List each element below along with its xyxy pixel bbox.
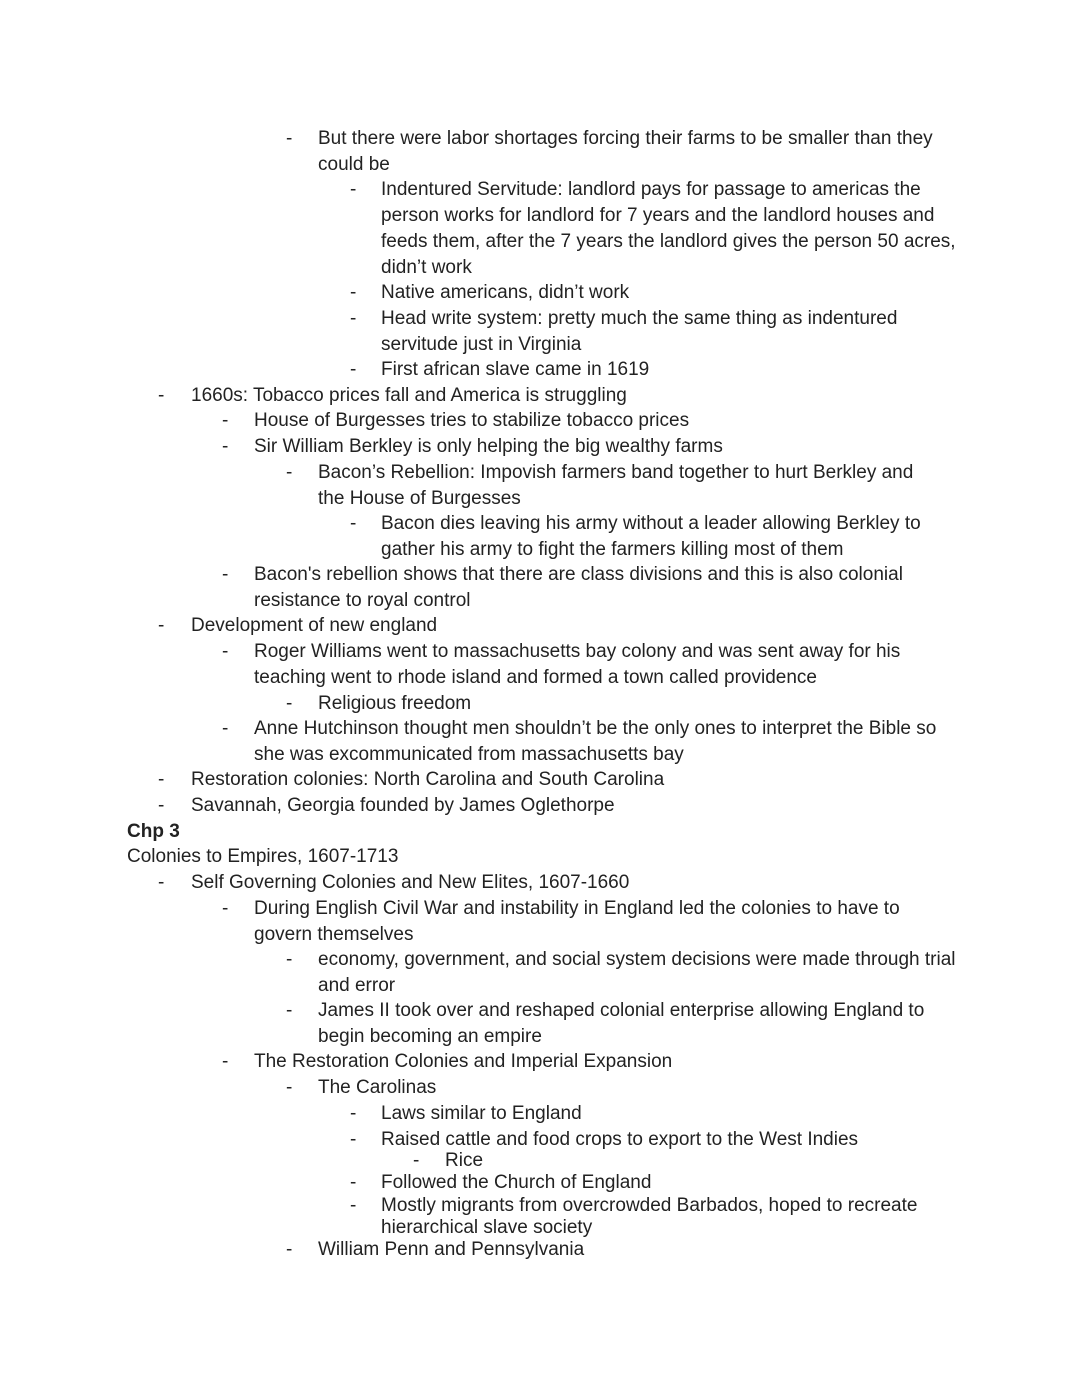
note-savannah-georgia: Savannah, Georgia founded by James Oglethorpe [191,795,615,816]
note-barbados-migrants: Mostly migrants from overcrowded Barbados, hoped to recreate hierarchical slave society [381,1195,918,1238]
bullet-dash: - [158,385,165,406]
note-the-carolinas: The Carolinas [318,1077,437,1098]
note-religious-freedom: Religious freedom [318,693,472,714]
bullet-dash: - [158,615,165,636]
note-restoration-colonies: Restoration colonies: North Carolina and South Carolina [191,769,665,790]
bullet-dash: - [158,795,165,816]
bullet-dash: - [350,1103,357,1124]
note-1660s-tobacco: 1660s: Tobacco prices fall and America is struggling [191,385,627,406]
note-raised-cattle: Raised cattle and food crops to export to the West Indies [381,1129,859,1150]
note-rice: Rice [445,1150,484,1171]
bullet-dash: - [158,769,165,790]
bullet-dash: - [222,718,229,739]
bullet-dash: - [350,282,357,303]
note-william-berkley: Sir William Berkley is only helping the big wealthy farms [254,436,723,457]
note-restoration-imperial: The Restoration Colonies and Imperial Expansion [254,1051,673,1072]
note-new-england: Development of new england [191,615,438,636]
bullet-dash: - [350,308,357,329]
note-laws-similar: Laws similar to England [381,1103,582,1124]
bullet-dash: - [350,1129,357,1150]
note-house-of-burgesses: House of Burgesses tries to stabilize tobacco prices [254,410,690,431]
bullet-dash: - [222,410,229,431]
bullet-dash: - [286,949,293,970]
note-labor-shortages: But there were labor shortages forcing their farms to be smaller than they could be [318,128,933,175]
note-class-divisions: Bacon's rebellion shows that there are class divisions and this is also colonial resistance to royal control [254,564,903,611]
note-first-african-slave: First african slave came in 1619 [381,359,650,380]
note-head-write-system: Head write system: pretty much the same thing as indentured servitude just in Virginia [381,308,898,355]
bullet-dash: - [222,436,229,457]
bullet-dash: - [222,641,229,662]
chapter-heading: Chp 3 [127,821,180,842]
bullet-dash: - [350,1172,357,1193]
note-church-of-england: Followed the Church of England [381,1172,652,1193]
note-english-civil-war: During English Civil War and instability in England led the colonies to have to govern themselves [254,898,900,945]
note-self-governing-colonies: Self Governing Colonies and New Elites, 1607-1660 [191,872,630,893]
note-james-ii: James II took over and reshaped colonial enterprise allowing England to begin becoming an empire [318,1000,925,1047]
bullet-dash: - [350,1195,357,1216]
bullet-dash: - [222,564,229,585]
note-bacons-rebellion: Bacon’s Rebellion: Impovish farmers band together to hurt Berkley and the House of Burgesses [318,462,914,509]
bullet-dash: - [286,1077,293,1098]
note-roger-williams: Roger Williams went to massachusetts bay colony and was sent away for his teaching went to rhode island and formed a town called providence [254,641,901,688]
bullet-dash: - [350,179,357,200]
chapter-title: Colonies to Empires, 1607-1713 [127,846,399,867]
bullet-dash: - [286,128,293,149]
bullet-dash: - [222,1051,229,1072]
bullet-dash: - [158,872,165,893]
bullet-dash: - [286,462,293,483]
bullet-dash: - [413,1150,420,1171]
note-anne-hutchinson: Anne Hutchinson thought men shouldn’t be the only ones to interpret the Bible so she was excommunicated from massachusetts bay [254,718,937,765]
note-bacon-dies: Bacon dies leaving his army without a leader allowing Berkley to gather his army to fight the farmers killing most of them [381,513,921,560]
bullet-dash: - [350,513,357,534]
note-trial-and-error: economy, government, and social system decisions were made through trial and error [318,949,956,996]
note-native-americans: Native americans, didn’t work [381,282,630,303]
note-indentured-servitude: Indentured Servitude: landlord pays for passage to americas the person works for landlord for 7 years and the landlord houses and feeds them, after the 7 years the landlord gives the person 50 acres, didn’t work [381,179,956,278]
note-william-penn: William Penn and Pennsylvania [318,1239,585,1260]
bullet-dash: - [286,693,293,714]
bullet-dash: - [222,898,229,919]
bullet-dash: - [286,1000,293,1021]
bullet-dash: - [350,359,357,380]
bullet-dash: - [286,1239,293,1260]
